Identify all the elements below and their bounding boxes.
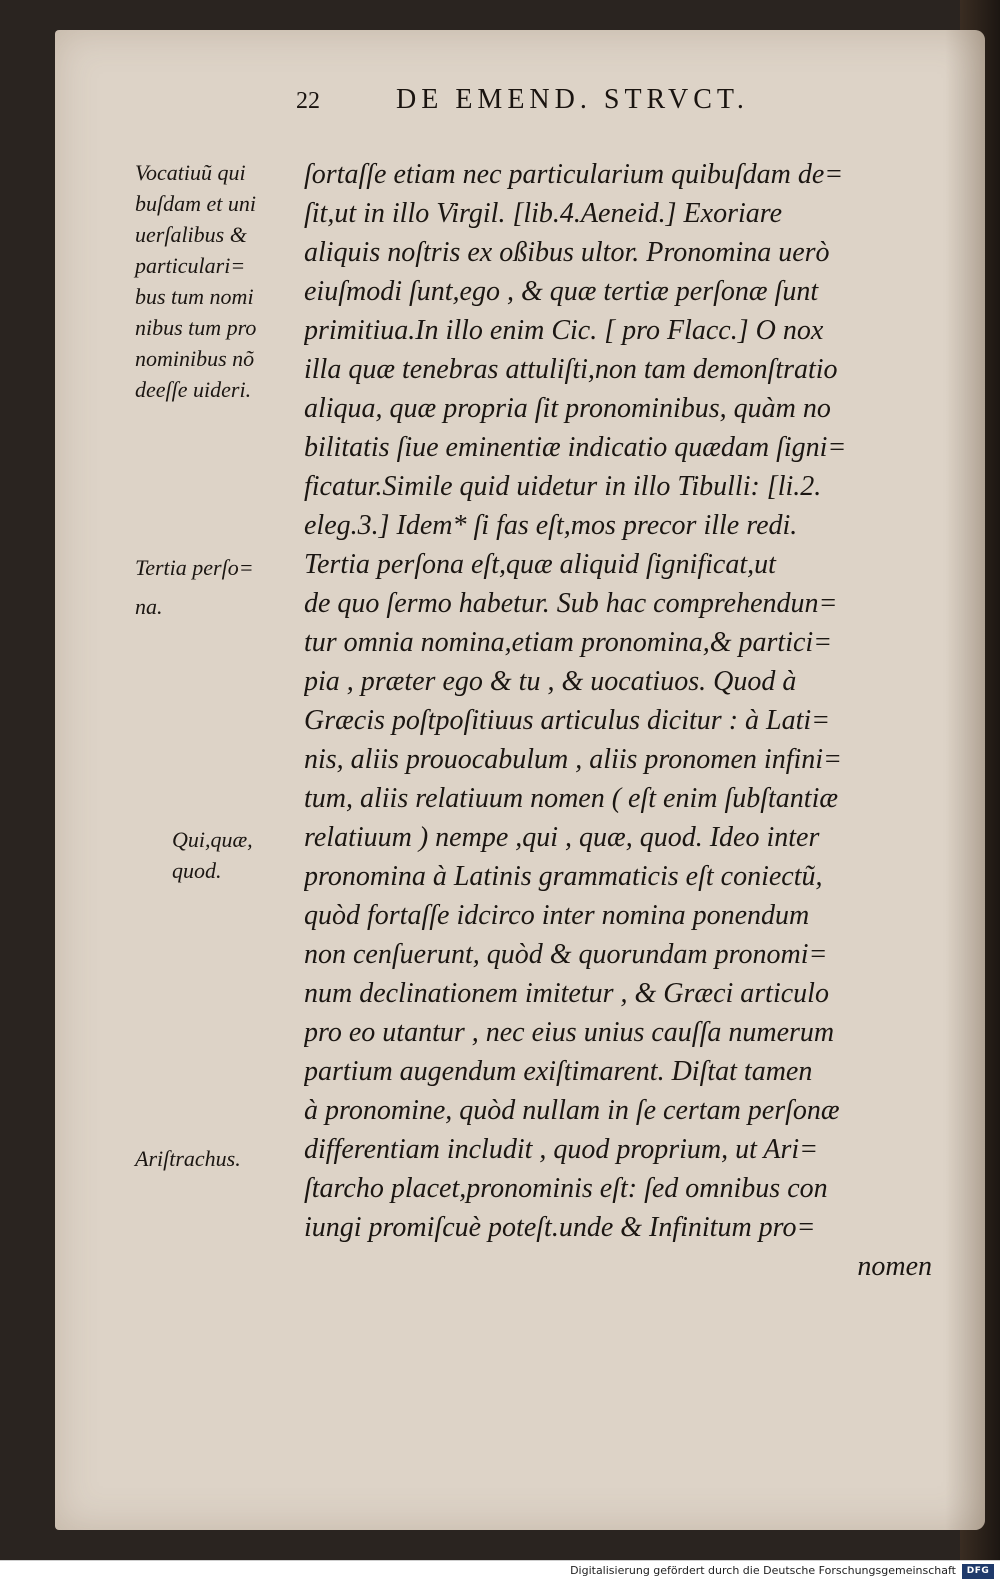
text-line: à pronomine, quòd nullam in ſe certam perſonæ [304, 1095, 840, 1126]
text-line: aliqua, quæ propria ſit pronominibus, quàm no [304, 393, 831, 424]
funding-credit: Digitalisierung gefördert durch die Deutsche Forschungsgemeinschaft [570, 1564, 956, 1577]
text-line: ſit,ut in illo Virgil. [lib.4.Aeneid.] Exoriare [304, 198, 783, 229]
page-gutter-shadow [945, 30, 985, 1530]
text-line: ſtarcho placet,pronominis eſt: ſed omnibus con [304, 1173, 828, 1204]
margin-note-line: Ariſtrachus. [135, 1146, 241, 1171]
margin-note-aristarchus [135, 1139, 300, 1178]
text-line: aliquis noſtris ex oßibus ultor. Pronomina uerò [304, 237, 830, 268]
digitization-footer [0, 1560, 1000, 1583]
margin-note-line: Vocatiuũ qui [135, 160, 246, 185]
text-line: ficatur.Simile quid uidetur in illo Tibulli: [li.2. [304, 471, 822, 502]
text-line: tum, aliis relatiuum nomen ( eſt enim ſubſtantiæ [304, 783, 839, 814]
main-text-block [304, 155, 932, 1286]
text-line: partium augendum exiſtimarent. Diſtat tamen [304, 1056, 813, 1087]
text-line: Tertia perſona eſt,quæ aliquid ſignificat,ut [304, 549, 776, 580]
margin-note-qui-quae-quod [172, 824, 302, 886]
text-line: eiuſmodi ſunt,ego , & quæ tertiæ perſonæ ſunt [304, 276, 819, 307]
text-line: ſortaſſe etiam nec particularium quibuſdam de= [304, 159, 844, 190]
margin-note-line: particulari= [135, 253, 246, 278]
text-line: Græcis poſtpoſitiuus articulus dicitur : à Lati= [304, 705, 831, 736]
text-line: quòd fortaſſe idcirco inter nomina ponendum [304, 900, 810, 931]
catchword: nomen [857, 1251, 932, 1282]
margin-note-line: uerſalibus & [135, 222, 247, 247]
margin-note-vocatiuum [135, 157, 300, 405]
text-line: pia , præter ego & tu , & uocatiuos. Quod à [304, 666, 797, 697]
text-line: differentiam includit , quod proprium, ut Ari= [304, 1134, 819, 1165]
margin-note-tertia-persona [135, 548, 300, 626]
margin-note-line: buſdam et uni [135, 191, 256, 216]
margin-note-line: na. [135, 594, 163, 619]
running-title: DE EMEND. STRVCT. [396, 84, 749, 115]
text-line: pronomina à Latinis grammaticis eſt coniectũ, [304, 861, 823, 892]
margin-note-line: bus tum nomi [135, 284, 254, 309]
text-line: num declinationem imitetur , & Græci articulo [304, 978, 829, 1009]
text-line: illa quæ tenebras attuliſti,non tam demonſtratio [304, 354, 838, 385]
margin-note-line: nominibus nõ [135, 346, 255, 371]
margin-note-line: quod. [172, 858, 222, 883]
text-line: tur omnia nomina,etiam pronomina,& partici= [304, 627, 833, 658]
text-line: de quo ſermo habetur. Sub hac comprehendun= [304, 588, 838, 619]
text-line: nis, aliis prouocabulum , aliis pronomen infini= [304, 744, 842, 775]
text-line: pro eo utantur , nec eius unius cauſſa numerum [304, 1017, 835, 1048]
margin-note-line: Tertia perſo= [135, 555, 254, 580]
text-line: relatiuum ) nempe ,qui , quæ, quod. Ideo inter [304, 822, 820, 853]
text-line: non cenſuerunt, quòd & quorundam pronomi= [304, 939, 828, 970]
margin-note-line: nibus tum pro [135, 315, 257, 340]
text-line: iungi promiſcuè poteſt.unde & Infinitum pro= [304, 1212, 816, 1243]
dfg-logo: DFG [962, 1564, 994, 1579]
text-line: eleg.3.] Idem* ſi fas eſt,mos precor ille redi. [304, 510, 798, 541]
page-header [0, 84, 1000, 124]
text-line: primitiua.In illo enim Cic. [ pro Flacc.] O nox [304, 315, 824, 346]
margin-note-line: Qui,quæ, [172, 827, 253, 852]
page-number: 22 [296, 88, 320, 114]
margin-note-line: deeſſe uideri. [135, 377, 252, 402]
text-line: bilitatis ſiue eminentiæ indicatio quædam ſigni= [304, 432, 847, 463]
